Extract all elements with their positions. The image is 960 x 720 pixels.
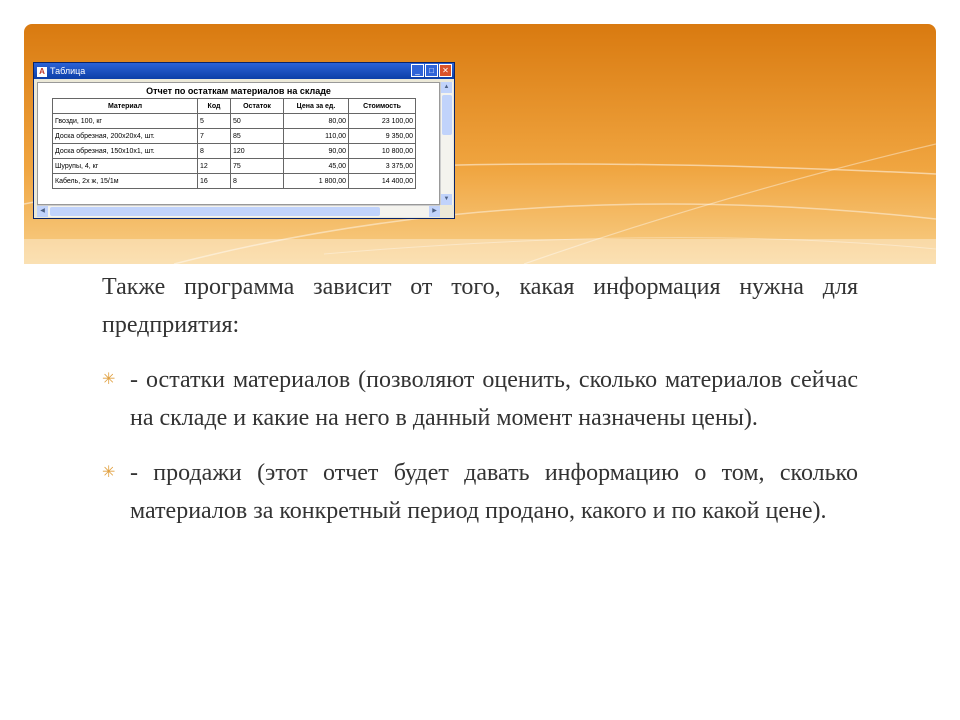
window-titlebar	[34, 63, 454, 79]
table-cell: 9 350,00	[349, 129, 416, 144]
table-header-row	[53, 99, 416, 114]
table-cell: Кабель, 2х ж, 15/1м	[53, 174, 198, 189]
slide-body	[102, 268, 858, 547]
table-row	[53, 114, 416, 129]
bullet-item	[102, 454, 858, 530]
column-header: Стоимость	[349, 99, 416, 114]
table-cell: 12	[198, 159, 231, 174]
scroll-thumb[interactable]	[442, 95, 452, 135]
table-cell: 8	[198, 144, 231, 159]
table-cell: 16	[198, 174, 231, 189]
table-cell: 7	[198, 129, 231, 144]
table-row	[53, 159, 416, 174]
table-cell: Гвозди, 100, кг	[53, 114, 198, 129]
table-row	[53, 144, 416, 159]
maximize-icon[interactable]: □	[425, 64, 438, 77]
app-icon: A	[37, 67, 47, 77]
column-header: Материал	[53, 99, 198, 114]
report-title: Отчет по остаткам материалов на складе	[146, 86, 331, 96]
horizontal-scrollbar[interactable]	[37, 205, 440, 217]
table-cell: 85	[231, 129, 284, 144]
window-title: Таблица	[50, 66, 86, 76]
asterisk-icon: ✳	[102, 464, 116, 481]
table-row	[53, 174, 416, 189]
table-cell: 3 375,00	[349, 159, 416, 174]
column-header: Остаток	[231, 99, 284, 114]
report-table	[52, 98, 416, 189]
scroll-thumb-horizontal[interactable]	[50, 207, 380, 216]
intro-paragraph: Также программа зависит от того, какая информация нужна для предприятия:	[102, 274, 858, 338]
table-cell: 14 400,00	[349, 174, 416, 189]
scroll-right-icon[interactable]: ▶	[429, 206, 440, 217]
close-icon[interactable]: ✕	[439, 64, 452, 77]
report-content	[37, 82, 440, 205]
table-cell: 110,00	[284, 129, 349, 144]
scroll-left-icon[interactable]: ◀	[37, 206, 48, 217]
table-cell: 8	[231, 174, 284, 189]
scroll-down-icon[interactable]: ▼	[441, 194, 452, 205]
table-cell: 1 800,00	[284, 174, 349, 189]
column-header: Код	[198, 99, 231, 114]
table-cell: 5	[198, 114, 231, 129]
table-cell: 120	[231, 144, 284, 159]
bullet-text: - продажи (этот отчет будет давать информацию о том, сколько материалов за конкретный период продано, какого и по какой цене).	[130, 460, 858, 524]
table-row	[53, 129, 416, 144]
table-cell: 90,00	[284, 144, 349, 159]
scroll-up-icon[interactable]: ▲	[441, 82, 452, 93]
table-cell: Доска обрезная, 150х10х1, шт.	[53, 144, 198, 159]
table-cell: 75	[231, 159, 284, 174]
table-cell: Шурупы, 4, кг	[53, 159, 198, 174]
table-cell: 23 100,00	[349, 114, 416, 129]
table-cell: Доска обрезная, 200х20х4, шт.	[53, 129, 198, 144]
table-cell: 50	[231, 114, 284, 129]
table-window	[33, 62, 455, 219]
bullet-item	[102, 361, 858, 437]
window-controls	[411, 64, 452, 77]
column-header: Цена за ед.	[284, 99, 349, 114]
table-cell: 10 800,00	[349, 144, 416, 159]
table-cell: 45,00	[284, 159, 349, 174]
minimize-icon[interactable]: _	[411, 64, 424, 77]
vertical-scrollbar[interactable]	[440, 82, 453, 205]
table-cell: 80,00	[284, 114, 349, 129]
bullet-text: - остатки материалов (позволяют оценить, сколько материалов сейчас на складе и какие на него в данный момент назначены цены).	[130, 367, 858, 431]
asterisk-icon: ✳	[102, 371, 116, 388]
